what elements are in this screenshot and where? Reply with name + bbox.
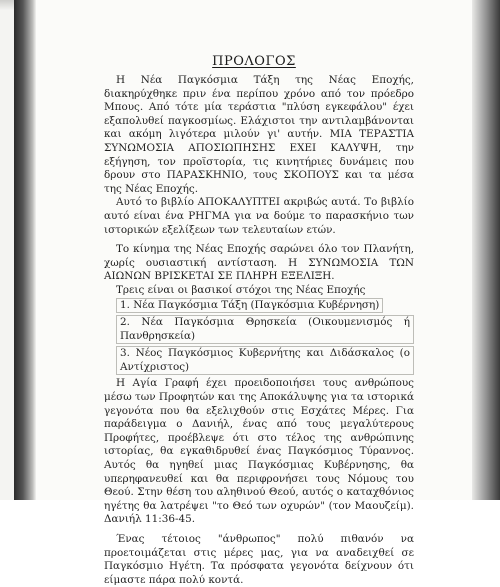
paragraph-leader: Ένας τέτοιος "άνθρωπος" πολύ πιθανόν να προετοιμάζεται στις μέρες μας, για να αναδειχθεί σε Παγκόσμιο Ηγέτη. Τα πρόσφατα γεγονότα δείχνουν ότι είμαστε πάρα πολύ κοντά. — [104, 533, 414, 586]
goals-list — [104, 298, 414, 376]
book-gutter-shadow — [14, 0, 36, 500]
goal-item: 1. Νέα Παγκόσμια Τάξη (Παγκόσμια Κυβέρνηση) — [116, 298, 414, 314]
page-title: ΠΡΟΛΟΓΟΣ — [212, 54, 296, 69]
book-page — [36, 0, 472, 586]
page-right-edge-shadow — [472, 0, 500, 500]
goal-item: 2. Νέα Παγκόσμια Θρησκεία (Οικουμενισμός ή Πανθρησκεία) — [116, 315, 414, 344]
page-body — [104, 74, 414, 587]
paragraph-movement: Το κίνημα της Νέας Εποχής σαρώνει όλο τον Πλανήτη, χωρίς ουσιαστική αντίσταση. Η ΣΥΝΩΜΟΣΙΑ ΤΩΝ ΑΙΩΝΩΝ ΒΡΙΣΚΕΤΑΙ ΣΕ ΠΛΗΡΗ ΕΞΕΛΙΞΗ. — [104, 243, 414, 283]
goal-item: 3. Νέος Παγκόσμιος Κυβερνήτης και Διδάσκαλος (ο Αντίχριστος) — [116, 346, 414, 375]
paragraph-intro: Η Νέα Παγκόσμια Τάξη της Νέας Εποχής, διακηρύχθηκε πριν ένα περίπου χρόνο από τον πρόεδρο Μπους. Από τότε μία τεράστια "πλύση εγκεφάλου" έχει εξαπολυθεί παγκοσμίως. Ελάχιστοι την αντιλαμβάνονται και ακόμη λιγότερα μιλούν γι' αυτήν. ΜΙΑ ΤΕΡΑΣΤΙΑ ΣΥΝΩΜΟΣΙΑ ΑΠΟΣΙΩΠΗΣΗΣ ΕΧΕΙ ΚΑΛΥΨΗ, την εξήγηση, τον προϊστορία, τις κινητήριες δυνάμεις που δρουν στο ΠΑΡΑΣΚΗΝΙΟ, τους ΣΚΟΠΟΥΣ και τα μέσα της Νέας Εποχής. — [104, 74, 414, 195]
paragraph-goals-intro: Τρεις είναι οι βασικοί στόχοι της Νέας Εποχής — [116, 283, 366, 296]
paragraph-book-reveals: Αυτό το βιβλίο ΑΠΟΚΑΛΥΠΤΕΙ ακριβώς αυτά. Το βιβλίο αυτό είναι ένα ΡΗΓΜΑ για να δούμε το παρασκήνιο των ιστορικών εξελίξεων των τελευταίων ετών. — [104, 196, 414, 236]
paragraph-bible: Η Αγία Γραφή έχει προειδοποιήσει τους ανθρώπους μέσω των Προφητών και της Αποκάλυψης για τα ιστορικά γεγονότα που θα εξελιχθούν στις Εσχάτες Μέρες. Για παράδειγμα ο Δανιήλ, ένας από τους μεγαλύτερους Προφήτες, προέβλεψε ότι στο τέλος της ανθρώπινης ιστορίας, θα εγκαθιδρυθεί ένας Παγκόσμιος Τύραννος. Αυτός θα ηγηθεί μιας Παγκόσμιας Κυβέρνησης, θα υπερηφανευθεί και θα περιφρονήσει τους Νόμους του Θεού. Στην θέση του αληθινού Θεού, αυτός ο καταχθόνιος ηγέτης θα λατρέψει "το Θεό των οχυρών" (τον Μαουζείμ). Δανιήλ 11:36-45. — [104, 377, 414, 526]
